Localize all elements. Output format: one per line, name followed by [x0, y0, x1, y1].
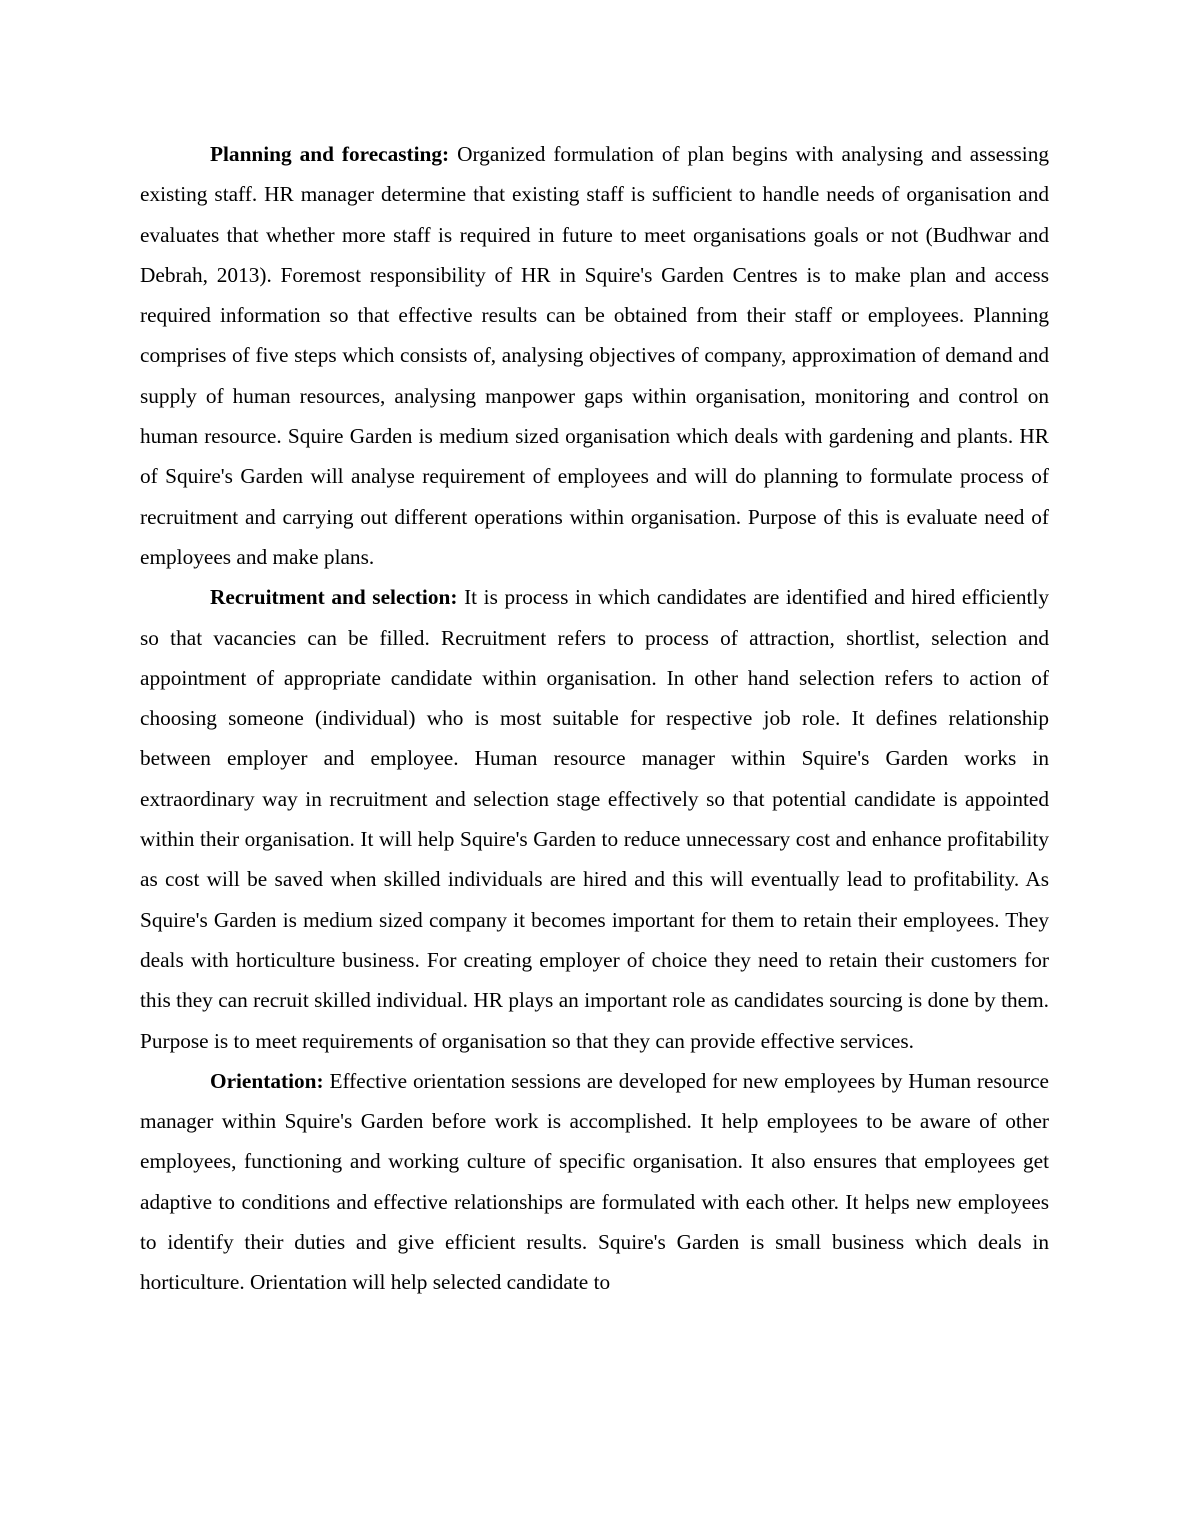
paragraph-text: It is process in which candidates are identified and hired efficiently so that vacancies can be filled. Recruitment refers to process of attraction, shortlist, selection and appointment of appropriate candidate within organisation. In other hand selection refers to action of choosing someone (individual) who is most suitable for respective job role. It defines relationship between employer and employee. Human resource manager within Squire's Garden works in extraordinary way in recruitment and selection stage effectively so that potential candidate is appointed within their organisation. It will help Squire's Garden to reduce unnecessary cost and enhance profitability as cost will be saved when skilled individuals are hired and this will eventually lead to profitability. As Squire's Garden is medium sized company it becomes important for them to retain their employees. They deals with horticulture business. For creating employer of choice they need to retain their customers for this they can recruit skilled individual. HR plays an important role as candidates sourcing is done by them. Purpose is to meet requirements of organisation so that they can provide effective services. [140, 585, 1049, 1053]
paragraph-recruitment-and-selection [140, 577, 1049, 1061]
paragraph-heading: Recruitment and selection: [210, 585, 458, 610]
paragraph-heading: Orientation: [210, 1068, 324, 1093]
paragraph-orientation [140, 1061, 1049, 1303]
paragraph-text: Organized formulation of plan begins with analysing and assessing existing staff. HR manager determine that existing staff is sufficient to handle needs of organisation and evaluates that whether more staff is required in future to meet organisations goals or not (Budhwar and Debrah, 2013). Foremost responsibility of HR in Squire's Garden Centres is to make plan and access required information so that effective results can be obtained from their staff or employees. Planning comprises of five steps which consists of, analysing objectives of company, approximation of demand and supply of human resources, analysing manpower gaps within organisation, monitoring and control on human resource. Squire Garden is medium sized organisation which deals with gardening and plants. HR of Squire's Garden will analyse requirement of employees and will do planning to formulate process of recruitment and carrying out different operations within organisation. Purpose of this is evaluate need of employees and make plans. [140, 142, 1049, 569]
paragraph-heading: Planning and forecasting: [210, 142, 450, 166]
paragraph-text: Effective orientation sessions are developed for new employees by Human resource manager within Squire's Garden before work is accomplished. It help employees to be aware of other employees, functioning and working culture of specific organisation. It also ensures that employees get adaptive to conditions and effective relationships are formulated with each other. It helps new employees to identify their duties and give efficient results. Squire's Garden is small business which deals in horticulture. Orientation will help selected candidate to [140, 1068, 1049, 1295]
paragraph-planning-and-forecasting [140, 134, 1049, 577]
document-body [140, 134, 1049, 1303]
